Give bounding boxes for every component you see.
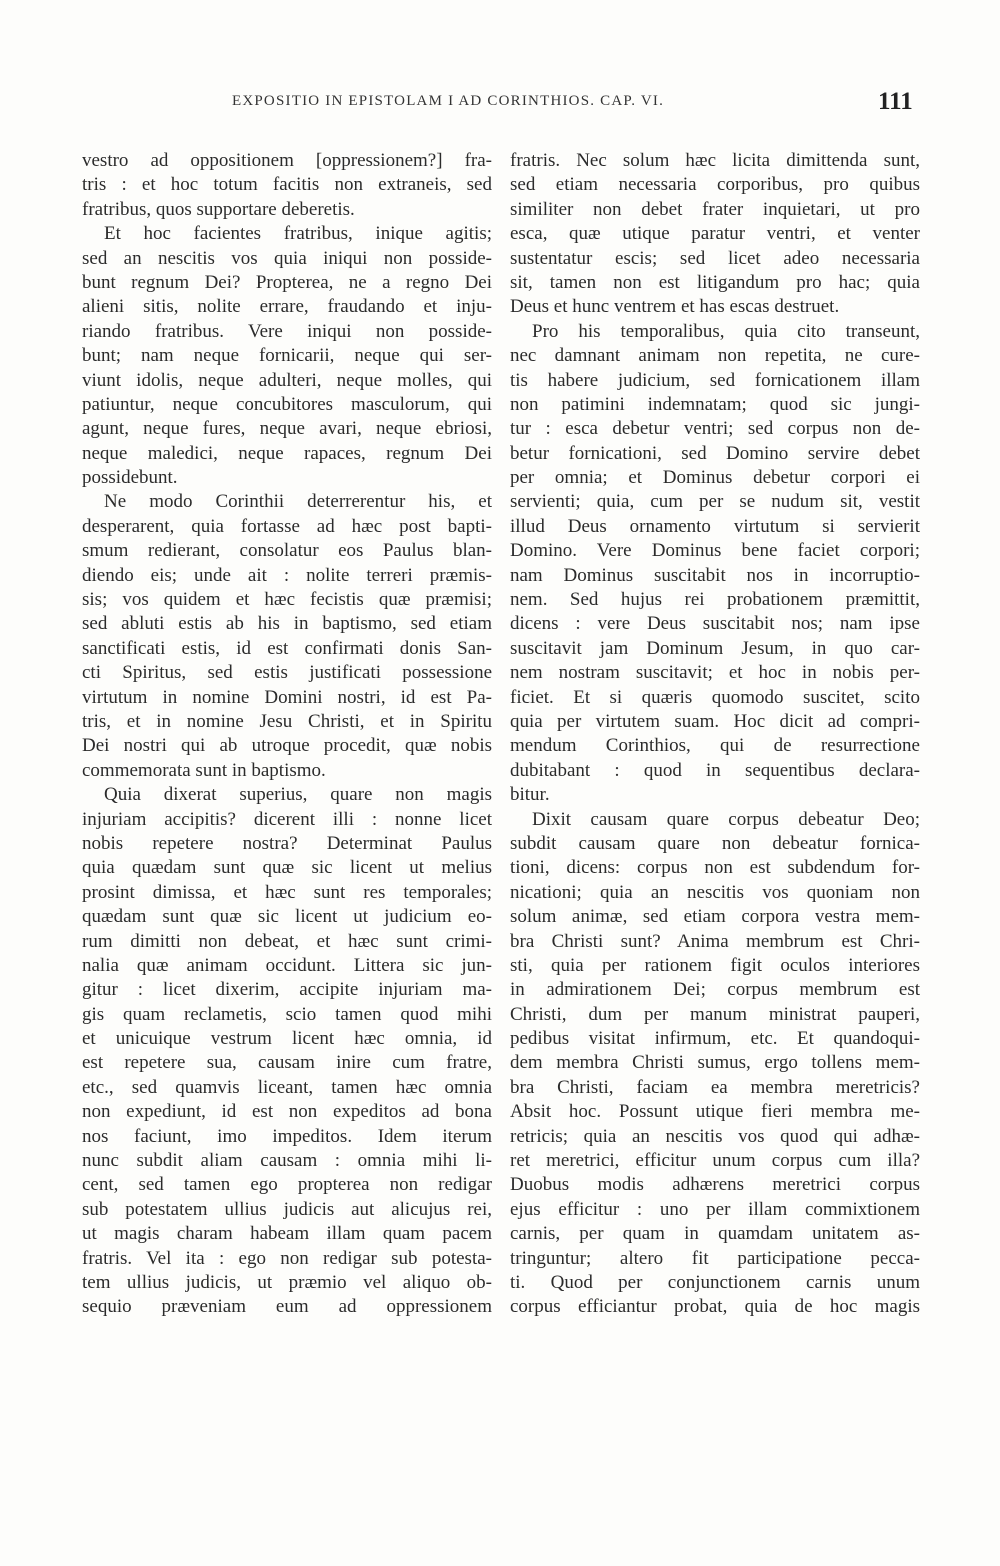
text-line: cent, sed tamen ego propterea non redigar — [82, 1174, 492, 1196]
page-number: 111 — [878, 88, 913, 115]
text-line: nicationi; quia an nescitis vos quoniam non — [510, 881, 920, 903]
text-line: tris : et hoc totum facitis non extraneis, sed — [82, 174, 492, 196]
text-line: neque maledici, neque rapaces, regnum Dei — [82, 442, 492, 464]
text-line: tris, et in nomine Jesu Christi, et in Spiritu — [82, 710, 492, 732]
text-line: tioni, dicens: corpus non est subdendum for- — [510, 857, 920, 879]
text-line: est repetere sua, causam inire cum fratre, — [82, 1052, 492, 1074]
text-line: sit, tamen non est litigandum pro hac; quia — [510, 271, 920, 293]
text-line: fratribus, quos supportare deberetis. — [82, 198, 355, 220]
text-line: Deus et hunc ventrem et has escas destruet. — [510, 296, 840, 318]
text-line: Et hoc facientes fratribus, inique agitis; — [104, 223, 492, 245]
text-line: nem. Sed hujus rei probationem præmittit, — [510, 589, 920, 611]
text-line: sub potestatem ullius judicis aut alicujus rei, — [82, 1198, 492, 1220]
text-line: nalia quæ animam occidunt. Littera sic jun- — [82, 954, 492, 976]
text-line: servienti; quia, cum per se nudum sit, vestit — [510, 491, 920, 513]
text-line: non patimini indemnatam; quod sic jungi- — [510, 393, 920, 415]
text-line: sed abluti estis ab his in baptismo, sed etiam — [82, 613, 492, 635]
text-line: quia per virtutem suam. Hoc dicit ad compri- — [510, 710, 920, 732]
text-line: Quia dixerat superius, quare non magis — [104, 784, 492, 806]
text-line: nobis repetere nostra? Determinat Paulus — [82, 832, 492, 854]
text-line: desperarent, quia fortasse ad hæc post bapti- — [82, 515, 492, 537]
text-line: illud Deus ornamento virtutum si servierit — [510, 515, 920, 537]
text-line: Absit hoc. Possunt utique fieri membra me- — [510, 1101, 920, 1123]
text-line: sustentatur escis; sed licet adeo necessaria — [510, 247, 920, 269]
text-line: ret meretrici, efficitur unum corpus cum illa? — [510, 1150, 920, 1172]
text-line: ti. Quod per conjunctionem carnis unum — [510, 1271, 920, 1293]
text-line: vestro ad oppositionem [oppressionem?] fra- — [82, 150, 492, 171]
left-text-column — [82, 149, 492, 1320]
text-line: sed etiam necessaria corporibus, pro quibus — [510, 174, 920, 196]
text-line: commemorata sunt in baptismo. — [82, 759, 326, 781]
text-line: corpus efficiantur probat, quia de hoc magis — [510, 1296, 920, 1318]
right-text-column — [510, 149, 920, 1320]
text-line: patiuntur, neque concubitores masculorum, qui — [82, 393, 492, 415]
text-line: in admirationem Dei; corpus membrum est — [510, 979, 920, 1001]
text-line: rum dimitti non debeat, et hæc sunt crimi- — [82, 930, 492, 952]
running-title: EXPOSITIO IN EPISTOLAM I AD CORINTHIOS. CAP. VI. — [232, 93, 665, 109]
text-line: ut magis charam habeam illam quam pacem — [82, 1223, 492, 1245]
text-line: Ne modo Corinthii deterrerentur his, et — [104, 491, 492, 513]
text-line: Dei nostri qui ab utroque procedit, quæ nobis — [82, 735, 492, 757]
text-line: fratris. Vel ita : ego non redigar sub potesta- — [82, 1247, 492, 1269]
text-line: bra Christi sunt? Anima membrum est Chri- — [510, 930, 920, 952]
text-line: ejus efficitur : uno per illam commixtionem — [510, 1198, 920, 1220]
text-line: Dixit causam quare corpus debeatur Deo; — [532, 808, 920, 830]
text-line: etc., sed quamvis liceant, tamen hæc omnia — [82, 1076, 492, 1098]
text-line: quia quædam sunt quæ sic licent ut melius — [82, 857, 492, 879]
text-line: bunt; nam neque fornicarii, neque qui ser- — [82, 345, 492, 367]
text-line: virtutum in nomine Domini nostri, id est Pa- — [82, 686, 492, 708]
text-line: nec damnant animam non repetita, ne cure- — [510, 345, 920, 367]
text-line: tringuntur; altero fit participatione pecca- — [510, 1247, 920, 1269]
text-line: cti Spiritus, sed estis justificati possessione — [82, 662, 492, 684]
text-line: non expediunt, id est non expeditos ad bona — [82, 1101, 492, 1123]
text-line: Pro his temporalibus, quia cito transeunt, — [532, 320, 920, 342]
text-line: sequio præveniam eum ad oppressionem — [82, 1296, 492, 1318]
text-line: smum redierant, consolatur eos Paulus blan- — [82, 540, 492, 562]
text-line: riando fratribus. Vere iniqui non posside- — [82, 320, 492, 342]
text-line: dubitabant : quod in sequentibus declara- — [510, 759, 920, 781]
text-line: nos faciunt, imo impeditos. Idem iterum — [82, 1125, 492, 1147]
text-line: dicens : vere Deus suscitabit nos; nam ipse — [510, 613, 920, 635]
text-line: sanctificati estis, id est confirmati donis San- — [82, 637, 492, 659]
text-line: retricis; quia an nescitis vos quod qui adhæ- — [510, 1125, 920, 1147]
text-line: nem nostram suscitavit; et hoc in nobis per- — [510, 662, 920, 684]
text-line: quædam sunt quæ sic licent ut judicium eo- — [82, 906, 492, 928]
text-line: gitur : licet dixerim, accipite injuriam ma- — [82, 979, 492, 1001]
text-line: Christi, dum per manum ministrat pauperi, — [510, 1003, 920, 1025]
text-line: Duobus modis adhærens meretrici corpus — [510, 1174, 920, 1196]
text-line: Domino. Vere Dominus bene faciet corpori; — [510, 540, 920, 562]
text-line: mendum Corinthios, qui de resurrectione — [510, 735, 920, 757]
text-line: dem membra Christi sumus, ergo tollens mem- — [510, 1052, 920, 1074]
text-line: per omnia; et Dominus debetur corpori ei — [510, 467, 920, 489]
text-line: possidebunt. — [82, 467, 178, 489]
text-line: pedibus visitat infirmum, etc. Et quandoqui- — [510, 1028, 920, 1050]
text-line: tem ullius judicis, ut præmio vel aliquo ob- — [82, 1271, 492, 1293]
text-line: prosint dimissa, et hæc sunt res temporales; — [82, 881, 492, 903]
text-line: et unicuique vestrum licent hæc omnia, id — [82, 1028, 492, 1050]
text-line: tis habere judicium, sed fornicationem illam — [510, 369, 920, 391]
text-line: injuriam accipitis? dicerent illi : nonne licet — [82, 808, 492, 830]
text-line: gis quam reclametis, scio tamen quod mihi — [82, 1003, 492, 1025]
text-line: diendo eis; unde ait : nolite terreri præmis- — [82, 564, 492, 586]
text-line: fratris. Nec solum hæc licita dimittenda sunt, — [510, 150, 920, 171]
text-line: similiter non debet frater inquietari, ut pro — [510, 198, 920, 220]
text-line: ficiet. Et si quæris quomodo suscitet, scito — [510, 686, 920, 708]
text-line: sed an nescitis vos quia iniqui non posside- — [82, 247, 492, 269]
text-line: tur : esca debetur ventri; sed corpus non de- — [510, 418, 920, 440]
text-line: nunc subdit aliam causam : omnia mihi li- — [82, 1150, 492, 1172]
text-line: viunt idolis, neque adulteri, neque molles, qui — [82, 369, 492, 391]
text-line: subdit causam quare non debeatur fornica- — [510, 832, 920, 854]
text-line: suscitavit jam Dominum Jesum, in quo car- — [510, 637, 920, 659]
text-line: nam Dominus suscitabit nos in incorruptio- — [510, 564, 920, 586]
text-line: bra Christi, faciam ea membra meretricis? — [510, 1076, 920, 1098]
text-line: sti, quia per rationem figit oculos interiores — [510, 954, 920, 976]
text-line: agunt, neque fures, neque avari, neque ebriosi, — [82, 418, 492, 440]
text-line: bunt regnum Dei? Propterea, ne a regno Dei — [82, 271, 492, 293]
text-line: carnis, per quam in quamdam unitatem as- — [510, 1223, 920, 1245]
text-line: esca, quæ utique paratur ventri, et venter — [510, 223, 920, 245]
text-line: solum animæ, sed etiam corpora vestra mem- — [510, 906, 920, 928]
text-line: betur fornicationi, sed Domino servire debet — [510, 442, 920, 464]
text-line: alieni sitis, nolite errare, fraudando et inju- — [82, 296, 492, 318]
text-line: sis; vos quidem et hæc fecistis quæ præmisi; — [82, 589, 492, 611]
text-line: bitur. — [510, 784, 550, 806]
